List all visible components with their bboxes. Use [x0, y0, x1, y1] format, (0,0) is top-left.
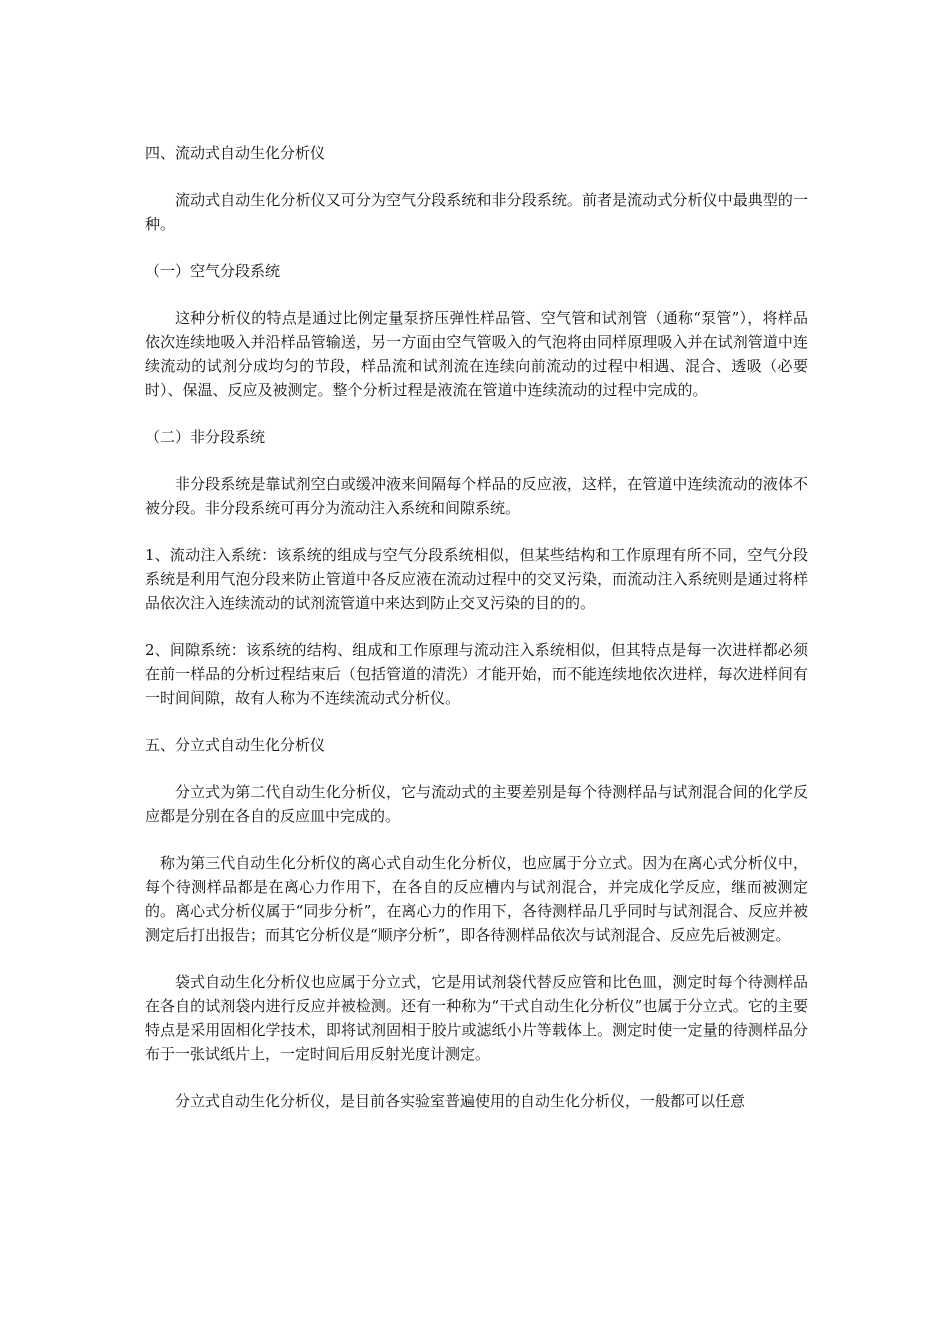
subsection-heading-air-segmented: （一）空气分段系统 — [145, 262, 281, 280]
paragraph-centrifugal: 称为第三代自动生化分析仪的离心式自动生化分析仪，也应属于分立式。因为在离心式分析仪中，每个待测样品都是在离心力作用下，在各自的反应槽内与试剂混合，并完成化学反应，继而被测定的。离心式分析仪属于“同步分析”，在离心力的作用下，各待测样品几乎同时与试剂混合、反应并被测定后打出报告；而其它分析仪是“顺序分析”，即各待测样品依次与试剂混合、反应先后被测定。 — [145, 854, 808, 944]
section-heading-5: 五、分立式自动生化分析仪 — [145, 736, 326, 754]
document-body — [145, 141, 808, 1113]
paragraph-air-segmented: 这种分析仪的特点是通过比例定量泵挤压弹性样品管、空气管和试剂管（通称“泵管”），将样品依次连续地吸入并沿样品管输送，另一方面由空气管吸入的气泡将由同样原理吸入并在试剂管道中连续流动的试剂分成均匀的节段，样品流和试剂流在连续向前流动的过程中相遇、混合、透吸（必要时）、保温、反应及被测定。整个分析过程是液流在管道中连续流动的过程中完成的。 — [145, 309, 808, 399]
paragraph-discrete-intro: 分立式为第二代自动生化分析仪，它与流动式的主要差别是每个待测样品与试剂混合间的化学反应都是分别在各自的反应皿中完成的。 — [145, 783, 808, 825]
paragraph-flow-injection: 1、流动注入系统：该系统的组成与空气分段系统相似，但某些结构和工作原理有所不同，空气分段系统是利用气泡分段来防止管道中各反应液在流动过程中的交叉污染，而流动注入系统则是通过将样品依次注入连续流动的试剂流管道中来达到防止交叉污染的目的的。 — [145, 546, 808, 612]
paragraph-gap-system: 2、间隙系统：该系统的结构、组成和工作原理与流动注入系统相似，但其特点是每一次进样都必须在前一样品的分析过程结束后（包括管道的清洗）才能开始，而不能连续地依次进样，每次进样间有一时间间隙，故有人称为不连续流动式分析仪。 — [145, 641, 808, 707]
paragraph-bag-and-dry: 袋式自动生化分析仪也应属于分立式，它是用试剂袋代替反应管和比色皿，测定时每个待测样品在各自的试剂袋内进行反应并被检测。还有一种称为“干式自动生化分析仪”也属于分立式。它的主要特点是采用固相化学技术，即将试剂固相于胶片或滤纸小片等载体上。测定时使一定量的待测样品分布于一张试纸片上，一定时间后用反射光度计测定。 — [145, 973, 808, 1063]
paragraph-non-segmented: 非分段系统是靠试剂空白或缓冲液来间隔每个样品的反应液，这样，在管道中连续流动的液体不被分段。非分段系统可再分为流动注入系统和间隙系统。 — [145, 475, 808, 517]
paragraph-flow-analyzer-intro: 流动式自动生化分析仪又可分为空气分段系统和非分段系统。前者是流动式分析仪中最典型的一种。 — [145, 191, 808, 233]
section-heading-4: 四、流动式自动生化分析仪 — [145, 144, 326, 162]
subsection-heading-non-segmented: （二）非分段系统 — [145, 428, 266, 446]
paragraph-discrete-common: 分立式自动生化分析仪，是目前各实验室普遍使用的自动生化分析仪，一般都可以任意 — [175, 1092, 746, 1110]
